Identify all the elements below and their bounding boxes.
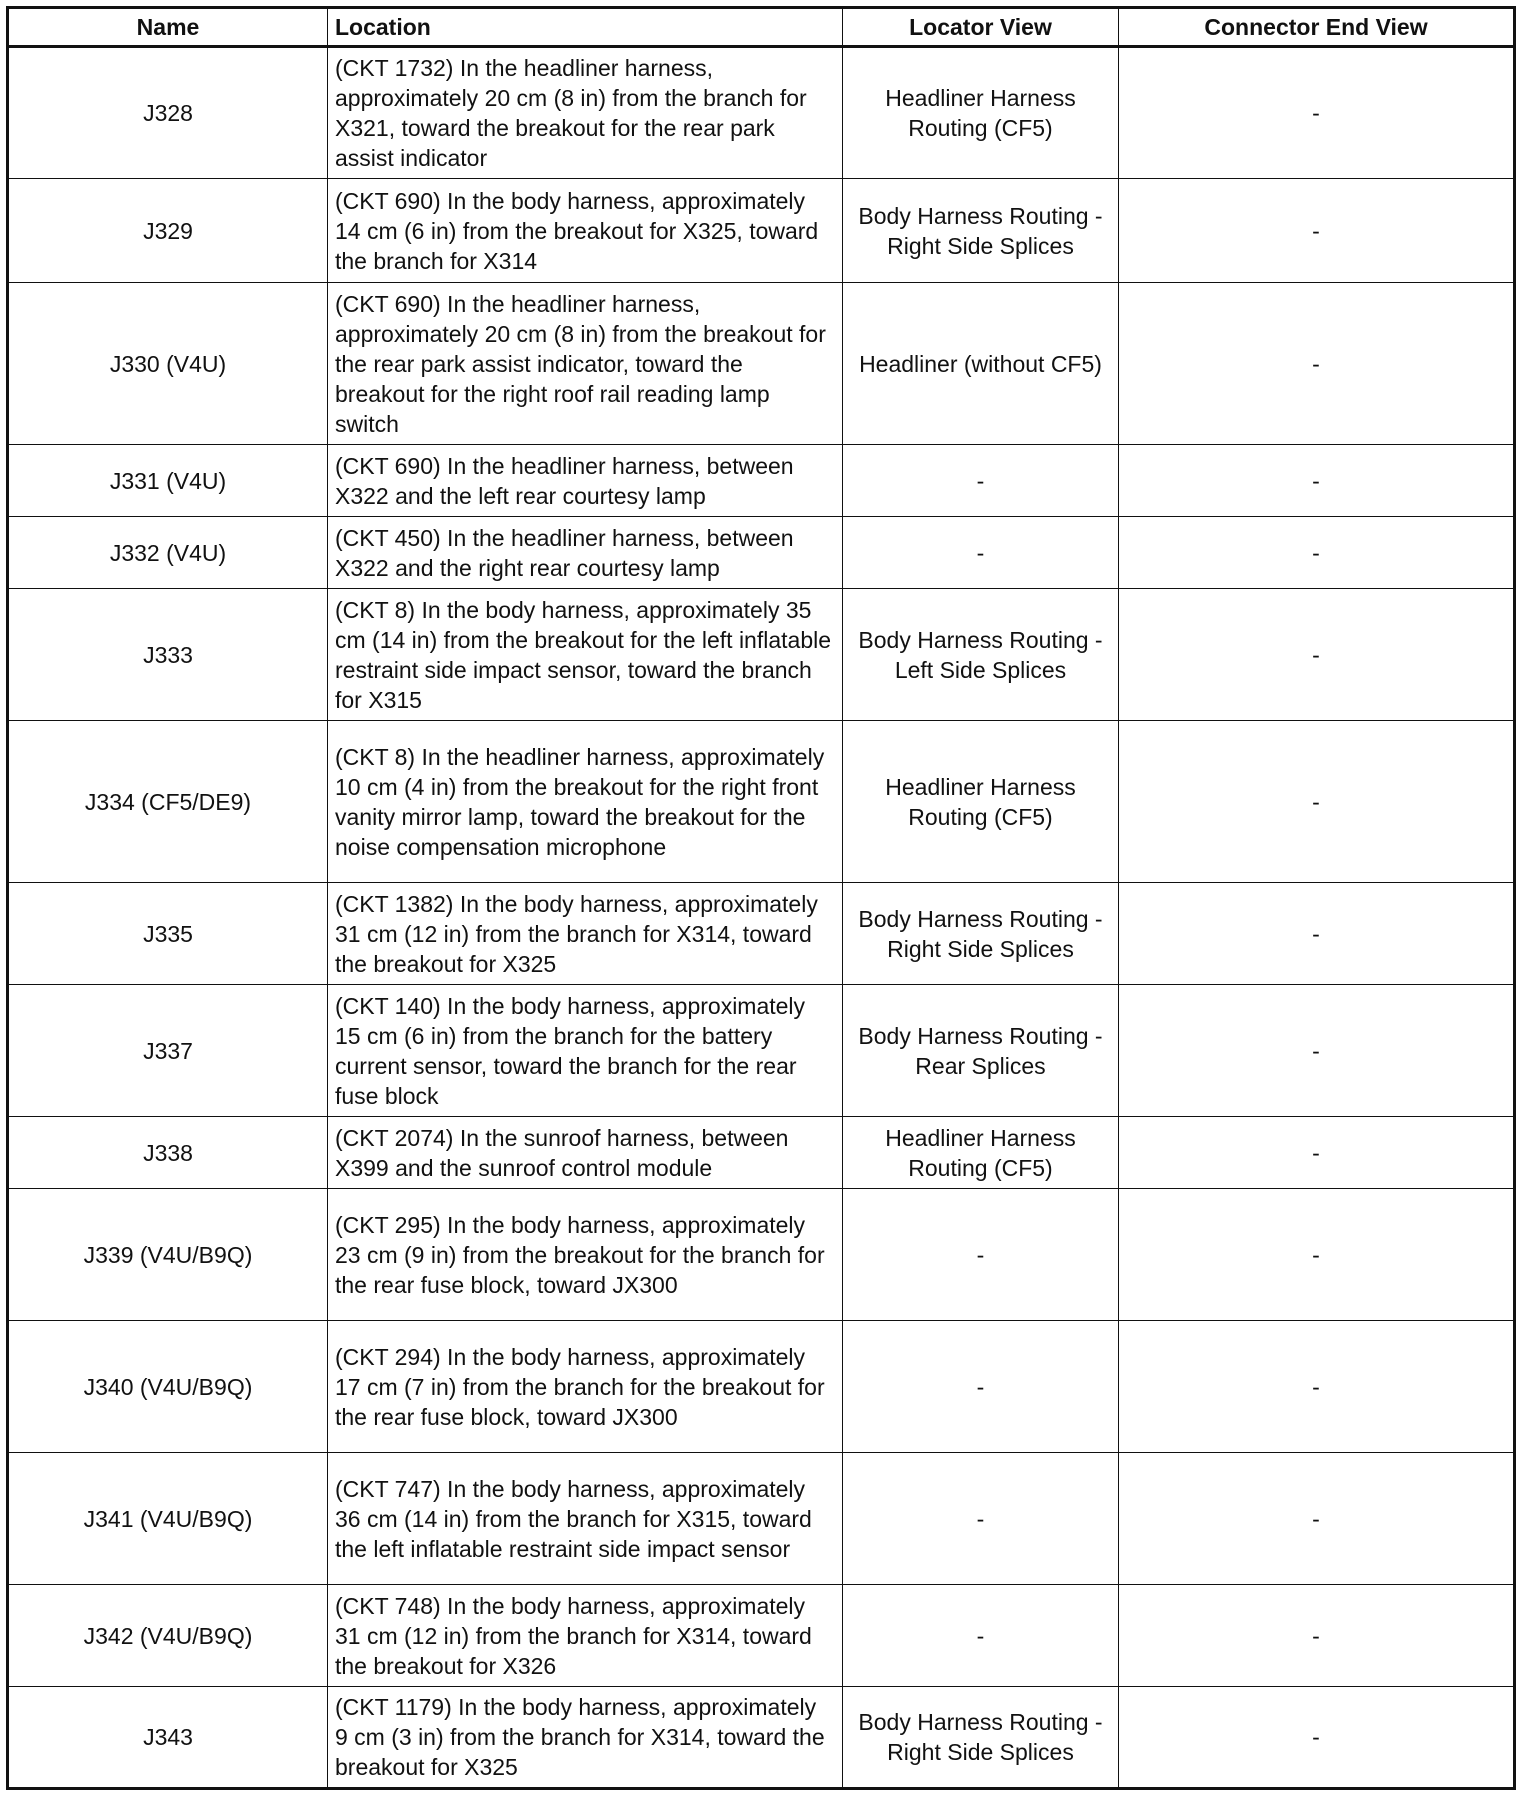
cell-connector-end-view: -: [1119, 985, 1515, 1117]
column-header-location: Location: [328, 8, 843, 47]
cell-name: J334 (CF5/DE9): [8, 721, 328, 883]
cell-location: (CKT 2074) In the sunroof harness, between X399 and the sunroof control module: [328, 1117, 843, 1189]
cell-locator-view: Headliner Harness Routing (CF5): [843, 1117, 1119, 1189]
cell-location: (CKT 450) In the headliner harness, between X322 and the right rear courtesy lamp: [328, 517, 843, 589]
cell-connector-end-view: -: [1119, 1687, 1515, 1789]
cell-connector-end-view: -: [1119, 1453, 1515, 1585]
table-row: [8, 721, 1515, 883]
table-row: [8, 283, 1515, 445]
cell-connector-end-view: -: [1119, 1321, 1515, 1453]
cell-locator-view: Body Harness Routing - Right Side Splices: [843, 179, 1119, 283]
cell-connector-end-view: -: [1119, 721, 1515, 883]
table-row: [8, 1687, 1515, 1789]
cell-name: J341 (V4U/B9Q): [8, 1453, 328, 1585]
cell-connector-end-view: -: [1119, 589, 1515, 721]
table-row: [8, 1585, 1515, 1687]
column-header-locator-view: Locator View: [843, 8, 1119, 47]
cell-locator-view: -: [843, 1585, 1119, 1687]
cell-connector-end-view: -: [1119, 283, 1515, 445]
cell-locator-view: -: [843, 1321, 1119, 1453]
cell-locator-view: Headliner Harness Routing (CF5): [843, 721, 1119, 883]
cell-name: J335: [8, 883, 328, 985]
cell-name: J337: [8, 985, 328, 1117]
cell-name: J339 (V4U/B9Q): [8, 1189, 328, 1321]
cell-locator-view: Body Harness Routing - Rear Splices: [843, 985, 1119, 1117]
cell-location: (CKT 140) In the body harness, approximately 15 cm (6 in) from the branch for the battery current sensor, toward the branch for the rear fuse block: [328, 985, 843, 1117]
cell-name: J329: [8, 179, 328, 283]
cell-location: (CKT 690) In the headliner harness, between X322 and the left rear courtesy lamp: [328, 445, 843, 517]
table-row: [8, 1189, 1515, 1321]
cell-location: (CKT 1382) In the body harness, approximately 31 cm (12 in) from the branch for X314, toward the breakout for X325: [328, 883, 843, 985]
cell-location: (CKT 748) In the body harness, approximately 31 cm (12 in) from the branch for X314, toward the breakout for X326: [328, 1585, 843, 1687]
cell-location: (CKT 690) In the headliner harness, approximately 20 cm (8 in) from the breakout for the rear park assist indicator, toward the breakout for the right roof rail reading lamp switch: [328, 283, 843, 445]
cell-locator-view: Body Harness Routing - Right Side Splices: [843, 1687, 1119, 1789]
cell-locator-view: -: [843, 1189, 1119, 1321]
cell-locator-view: -: [843, 517, 1119, 589]
splice-table-page: [6, 6, 1513, 1793]
column-header-connector-end-view: Connector End View: [1119, 8, 1515, 47]
cell-name: J343: [8, 1687, 328, 1789]
cell-name: J338: [8, 1117, 328, 1189]
cell-locator-view: Body Harness Routing - Right Side Splices: [843, 883, 1119, 985]
cell-connector-end-view: -: [1119, 1117, 1515, 1189]
cell-connector-end-view: -: [1119, 47, 1515, 179]
cell-connector-end-view: -: [1119, 1189, 1515, 1321]
cell-location: (CKT 294) In the body harness, approximately 17 cm (7 in) from the branch for the breakout for the rear fuse block, toward JX300: [328, 1321, 843, 1453]
cell-connector-end-view: -: [1119, 179, 1515, 283]
cell-name: J340 (V4U/B9Q): [8, 1321, 328, 1453]
table-row: [8, 1117, 1515, 1189]
cell-locator-view: -: [843, 1453, 1119, 1585]
cell-locator-view: Body Harness Routing - Left Side Splices: [843, 589, 1119, 721]
cell-name: J332 (V4U): [8, 517, 328, 589]
cell-connector-end-view: -: [1119, 1585, 1515, 1687]
table-row: [8, 883, 1515, 985]
table-row: [8, 1453, 1515, 1585]
cell-connector-end-view: -: [1119, 517, 1515, 589]
table-header-row: [8, 8, 1515, 47]
cell-name: J342 (V4U/B9Q): [8, 1585, 328, 1687]
cell-locator-view: -: [843, 445, 1119, 517]
cell-location: (CKT 1732) In the headliner harness, approximately 20 cm (8 in) from the branch for X321, toward the breakout for the rear park assist indicator: [328, 47, 843, 179]
cell-locator-view: Headliner (without CF5): [843, 283, 1119, 445]
cell-name: J330 (V4U): [8, 283, 328, 445]
table-row: [8, 179, 1515, 283]
cell-location: (CKT 295) In the body harness, approximately 23 cm (9 in) from the breakout for the branch for the rear fuse block, toward JX300: [328, 1189, 843, 1321]
cell-location: (CKT 747) In the body harness, approximately 36 cm (14 in) from the branch for X315, toward the left inflatable restraint side impact sensor: [328, 1453, 843, 1585]
table-row: [8, 47, 1515, 179]
table-row: [8, 589, 1515, 721]
table-row: [8, 517, 1515, 589]
cell-location: (CKT 8) In the headliner harness, approximately 10 cm (4 in) from the breakout for the right front vanity mirror lamp, toward the breakout for the noise compensation microphone: [328, 721, 843, 883]
cell-location: (CKT 8) In the body harness, approximately 35 cm (14 in) from the breakout for the left inflatable restraint side impact sensor, toward the branch for X315: [328, 589, 843, 721]
cell-name: J328: [8, 47, 328, 179]
table-row: [8, 1321, 1515, 1453]
splice-table: [6, 6, 1516, 1790]
cell-location: (CKT 690) In the body harness, approximately 14 cm (6 in) from the breakout for X325, toward the branch for X314: [328, 179, 843, 283]
column-header-name: Name: [8, 8, 328, 47]
cell-locator-view: Headliner Harness Routing (CF5): [843, 47, 1119, 179]
cell-location: (CKT 1179) In the body harness, approximately 9 cm (3 in) from the branch for X314, toward the breakout for X325: [328, 1687, 843, 1789]
cell-name: J333: [8, 589, 328, 721]
cell-connector-end-view: -: [1119, 883, 1515, 985]
table-row: [8, 985, 1515, 1117]
table-row: [8, 445, 1515, 517]
cell-connector-end-view: -: [1119, 445, 1515, 517]
cell-name: J331 (V4U): [8, 445, 328, 517]
